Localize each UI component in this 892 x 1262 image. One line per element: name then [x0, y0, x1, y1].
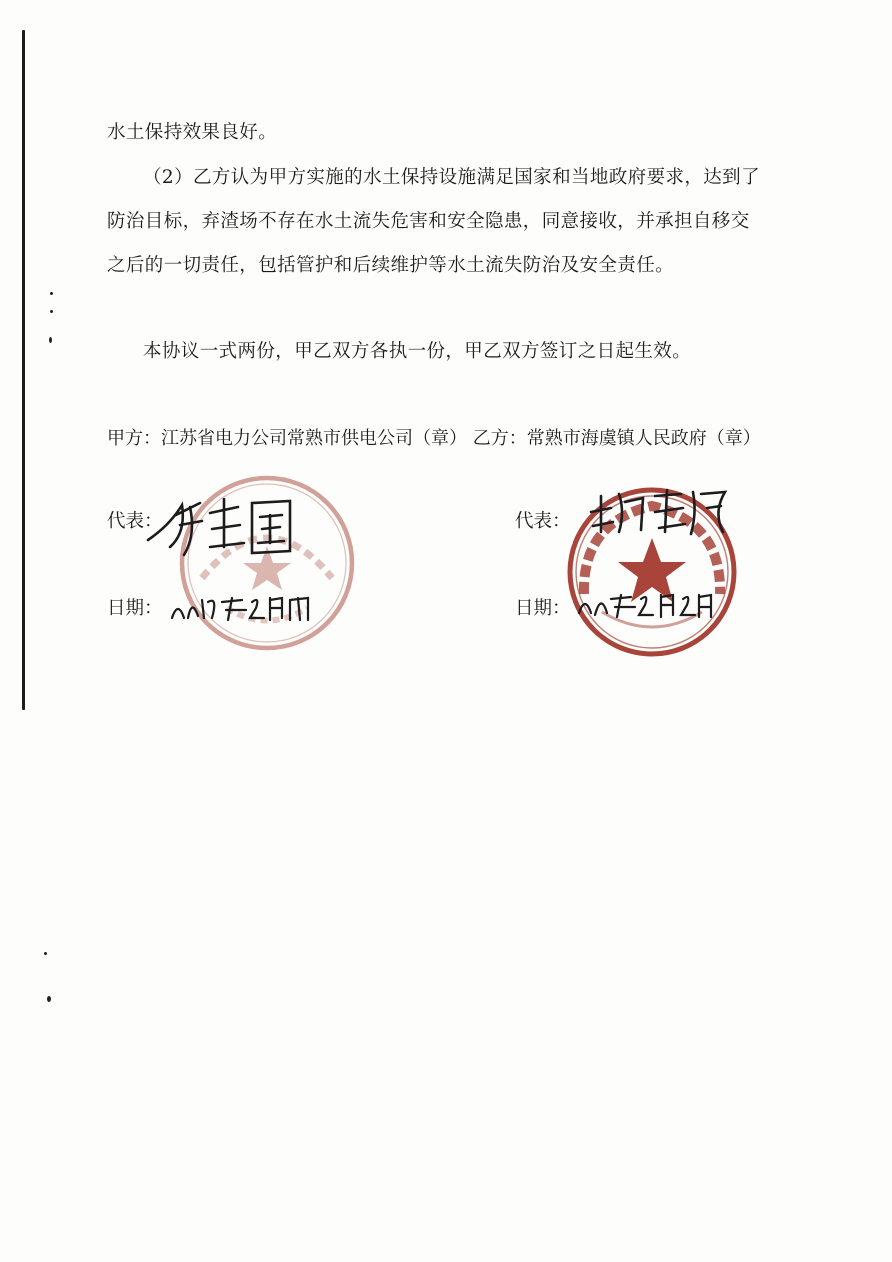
paragraph-line: 水土保持效果良好。	[107, 122, 278, 143]
handwritten-signature-icon	[585, 482, 735, 542]
paragraph-line: 防治目标，弃渣场不存在水土流失危害和安全隐患，同意接收，并承担自移交	[107, 211, 750, 232]
handwritten-signature-icon	[140, 485, 320, 565]
scan-margin-line	[22, 30, 25, 710]
scan-speck	[49, 337, 52, 343]
scan-speck	[47, 996, 51, 1002]
handwritten-date-icon	[575, 585, 715, 625]
parties-line: 甲方：江苏省电力公司常熟市供电公司（章） 乙方：常熟市海虞镇人民政府（章）	[107, 428, 761, 449]
party-a-date-label: 日期：	[107, 598, 163, 619]
party-b-representative-label: 代表：	[515, 511, 571, 532]
scan-speck	[44, 952, 47, 955]
party-a-representative-label: 代表：	[107, 511, 163, 532]
party-b-date-label: 日期：	[515, 598, 571, 619]
handwritten-date-icon	[168, 588, 318, 628]
paragraph-line: 之后的一切责任，包括管护和后续维护等水土流失防治及安全责任。	[107, 255, 675, 276]
paragraph-line: 本协议一式两份，甲乙双方各执一份，甲乙双方签订之日起生效。	[143, 341, 692, 362]
scan-speck	[50, 310, 53, 313]
paragraph-line: （2）乙方认为甲方实施的水土保持设施满足国家和当地政府要求，达到了	[143, 167, 760, 188]
scan-speck	[50, 292, 53, 295]
